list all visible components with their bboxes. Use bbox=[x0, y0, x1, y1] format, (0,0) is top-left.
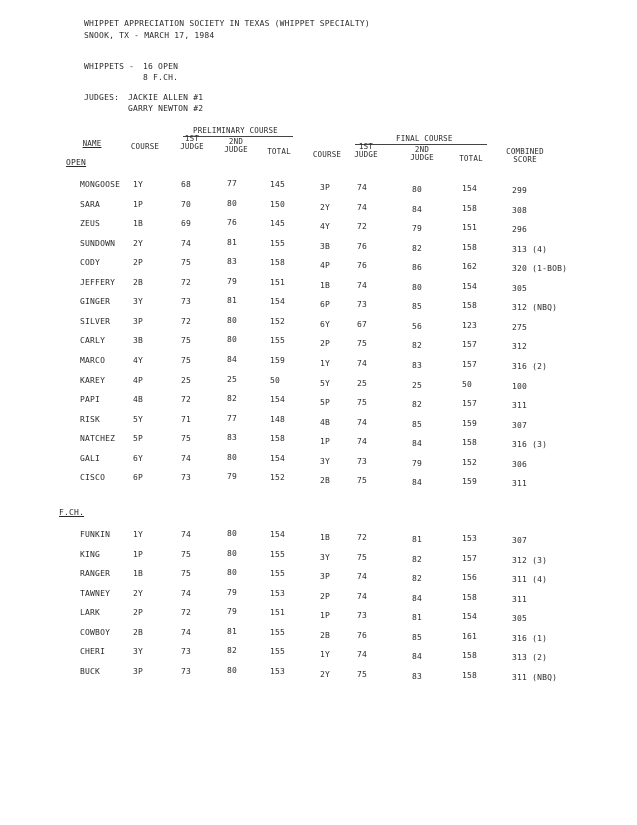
cell-final-judge2: 83 bbox=[412, 360, 423, 370]
cell-prelim-judge2: 80 bbox=[227, 335, 238, 345]
col-prelim-judge2 bbox=[221, 138, 251, 154]
cell-final-judge1: 74 bbox=[357, 280, 368, 290]
cell-prelim-judge1: 73 bbox=[181, 647, 192, 657]
cell-prelim-judge2: 25 bbox=[227, 374, 238, 384]
judges-label: JUDGES: bbox=[84, 93, 120, 102]
cell-prelim-judge2: 77 bbox=[227, 179, 238, 188]
col-final-judge2-line2: JUDGE bbox=[410, 153, 434, 162]
cell-final-course: 2Y bbox=[320, 669, 331, 679]
cell-final-judge2: 82 bbox=[412, 341, 423, 351]
cell-combined-score: 311 bbox=[512, 479, 528, 489]
cell-combined-score: 305 bbox=[512, 614, 528, 624]
cell-prelim-judge2: 81 bbox=[227, 237, 238, 247]
cell-final-total: 156 bbox=[462, 573, 478, 583]
cell-combined-score: 311 bbox=[512, 594, 528, 604]
cell-prelim-total: 158 bbox=[270, 258, 286, 268]
cell-prelim-course: 1Y bbox=[133, 530, 144, 539]
cell-prelim-total: 152 bbox=[270, 473, 286, 483]
cell-prelim-total: 152 bbox=[270, 316, 286, 326]
cell-final-judge1: 73 bbox=[357, 456, 368, 466]
cell-prelim-total: 151 bbox=[270, 277, 286, 287]
cell-prelim-course: 4P bbox=[133, 375, 144, 385]
cell-final-judge2: 79 bbox=[412, 224, 423, 234]
cell-prelim-judge2: 79 bbox=[227, 607, 238, 617]
cell-prelim-judge1: 74 bbox=[181, 588, 192, 598]
cell-combined-score: 307 bbox=[512, 420, 528, 430]
cell-final-judge2: 80 bbox=[412, 282, 423, 292]
cell-final-judge1: 67 bbox=[357, 319, 368, 329]
cell-final-judge1: 72 bbox=[357, 533, 368, 542]
cell-name: CODY bbox=[80, 258, 101, 268]
cell-final-total: 157 bbox=[462, 399, 478, 409]
cell-final-course: 1P bbox=[320, 437, 331, 447]
cell-prelim-judge2: 83 bbox=[227, 433, 238, 443]
cell-name: CARLY bbox=[80, 336, 106, 346]
cell-final-total: 158 bbox=[462, 670, 478, 680]
cell-prelim-judge1: 75 bbox=[181, 569, 192, 579]
cell-name: LARK bbox=[80, 608, 101, 618]
cell-prelim-course: 6P bbox=[133, 473, 144, 483]
cell-final-total: 159 bbox=[462, 477, 478, 487]
cell-prelim-judge1: 74 bbox=[181, 238, 192, 248]
col-final-total: TOTAL bbox=[459, 154, 483, 163]
cell-final-course: 2B bbox=[320, 630, 331, 640]
col-name: NAME bbox=[82, 139, 102, 148]
cell-prelim-judge2: 80 bbox=[227, 529, 238, 538]
cell-prelim-judge1: 69 bbox=[181, 219, 192, 229]
cell-prelim-total: 150 bbox=[270, 199, 286, 209]
cell-final-judge1: 75 bbox=[357, 476, 368, 486]
cell-final-total: 158 bbox=[462, 242, 478, 252]
cell-final-course: 5Y bbox=[320, 378, 331, 388]
cell-final-total: 154 bbox=[462, 281, 478, 291]
cell-combined-score: 316 (1) bbox=[512, 633, 548, 643]
cell-final-judge2: 82 bbox=[412, 243, 423, 253]
cell-prelim-course: 2Y bbox=[133, 588, 144, 598]
cell-combined-score: 312 bbox=[512, 342, 528, 352]
cell-final-total: 151 bbox=[462, 223, 478, 233]
cell-prelim-course: 1P bbox=[133, 549, 144, 559]
cell-combined-score: 311 (4) bbox=[512, 575, 548, 585]
cell-final-course: 1B bbox=[320, 533, 331, 542]
cell-name: ZEUS bbox=[80, 219, 101, 229]
cell-final-judge2: 79 bbox=[412, 458, 423, 468]
cell-combined-score: 296 bbox=[512, 225, 528, 235]
cell-final-total: 157 bbox=[462, 340, 478, 350]
cell-final-judge1: 74 bbox=[357, 572, 368, 582]
cell-prelim-judge2: 80 bbox=[227, 198, 238, 208]
cell-final-judge1: 75 bbox=[357, 398, 368, 408]
cell-final-judge2: 80 bbox=[412, 185, 423, 194]
final-course-heading: FINAL COURSE bbox=[396, 134, 453, 143]
cell-prelim-judge2: 80 bbox=[227, 548, 238, 558]
cell-name: SUNDOWN bbox=[80, 238, 116, 248]
cell-final-judge1: 74 bbox=[357, 437, 368, 447]
cell-name: FUNKIN bbox=[80, 530, 111, 539]
cell-combined-score: 308 bbox=[512, 205, 528, 215]
cell-prelim-course: 2B bbox=[133, 277, 144, 287]
judge-1: JACKIE ALLEN #1 bbox=[128, 93, 204, 102]
cell-final-judge1: 74 bbox=[357, 650, 368, 660]
col-prelim-judge1-line1: 1ST bbox=[184, 134, 200, 143]
entries-open: 16 OPEN bbox=[143, 62, 179, 71]
cell-name: GALI bbox=[80, 453, 101, 463]
col-prelim-total: TOTAL bbox=[267, 147, 291, 156]
cell-prelim-judge2: 77 bbox=[227, 413, 238, 423]
cell-prelim-judge1: 71 bbox=[181, 414, 192, 424]
cell-prelim-total: 154 bbox=[270, 453, 286, 463]
cell-prelim-judge1: 75 bbox=[181, 434, 192, 444]
cell-prelim-judge1: 75 bbox=[181, 549, 192, 559]
col-prelim-judge1-line2: JUDGE bbox=[180, 142, 204, 151]
cell-final-total: 159 bbox=[462, 418, 478, 428]
cell-final-judge2: 84 bbox=[412, 439, 423, 449]
cell-prelim-course: 3Y bbox=[133, 647, 144, 657]
cell-prelim-judge2: 80 bbox=[227, 665, 238, 675]
cell-prelim-course: 4B bbox=[133, 395, 144, 405]
cell-name: COWBOY bbox=[80, 627, 111, 637]
cell-prelim-judge2: 84 bbox=[227, 354, 238, 364]
cell-final-judge1: 73 bbox=[357, 300, 368, 310]
cell-prelim-total: 155 bbox=[270, 336, 286, 346]
col-final-course: COURSE bbox=[312, 150, 342, 159]
cell-final-course: 2Y bbox=[320, 202, 331, 212]
cell-prelim-judge2: 80 bbox=[227, 452, 238, 462]
cell-combined-score: 307 bbox=[512, 536, 528, 545]
cell-final-judge1: 76 bbox=[357, 241, 368, 251]
cell-final-course: 4B bbox=[320, 417, 331, 427]
cell-final-total: 158 bbox=[462, 592, 478, 602]
col-prelim-judge2-line1: 2ND bbox=[228, 137, 244, 146]
cell-prelim-course: 2Y bbox=[133, 238, 144, 248]
cell-prelim-judge1: 72 bbox=[181, 395, 192, 405]
cell-prelim-judge1: 74 bbox=[181, 453, 192, 463]
cell-final-judge2: 85 bbox=[412, 419, 423, 429]
cell-prelim-judge2: 82 bbox=[227, 646, 238, 656]
cell-combined-score: 313 (4) bbox=[512, 244, 548, 254]
cell-final-course: 3P bbox=[320, 183, 331, 192]
cell-final-course: 1P bbox=[320, 611, 331, 621]
cell-prelim-judge2: 81 bbox=[227, 626, 238, 636]
cell-name: CHERI bbox=[80, 647, 106, 657]
cell-name: KAREY bbox=[80, 375, 106, 385]
cell-final-course: 2B bbox=[320, 476, 331, 486]
cell-final-total: 162 bbox=[462, 262, 478, 272]
cell-prelim-judge2: 81 bbox=[227, 296, 238, 306]
cell-final-total: 154 bbox=[462, 612, 478, 622]
cell-prelim-total: 158 bbox=[270, 434, 286, 444]
cell-prelim-judge1: 25 bbox=[181, 375, 192, 385]
cell-final-course: 4Y bbox=[320, 222, 331, 232]
cell-prelim-total: 154 bbox=[270, 530, 286, 539]
preliminary-course-heading: PRELIMINARY COURSE bbox=[193, 126, 278, 135]
col-prelim-judge2-line2: JUDGE bbox=[224, 145, 248, 154]
cell-prelim-judge1: 75 bbox=[181, 336, 192, 346]
cell-final-course: 4P bbox=[320, 261, 331, 271]
cell-prelim-judge2: 79 bbox=[227, 276, 238, 286]
cell-final-total: 161 bbox=[462, 631, 478, 641]
cell-prelim-course: 5P bbox=[133, 434, 144, 444]
cell-final-judge1: 74 bbox=[357, 358, 368, 368]
cell-final-course: 1Y bbox=[320, 358, 331, 368]
cell-final-total: 158 bbox=[462, 651, 478, 661]
cell-prelim-judge1: 74 bbox=[181, 530, 192, 539]
cell-final-course: 6Y bbox=[320, 319, 331, 329]
cell-prelim-total: 155 bbox=[270, 549, 286, 559]
cell-prelim-course: 2B bbox=[133, 627, 144, 637]
cell-prelim-course: 1B bbox=[133, 569, 144, 579]
cell-final-judge1: 72 bbox=[357, 222, 368, 232]
col-final-judge1-line1: 1ST bbox=[358, 142, 374, 151]
cell-prelim-total: 154 bbox=[270, 297, 286, 307]
cell-final-course: 1B bbox=[320, 280, 331, 290]
cell-final-judge1: 75 bbox=[357, 339, 368, 349]
cell-prelim-judge1: 72 bbox=[181, 277, 192, 287]
cell-final-judge2: 83 bbox=[412, 671, 423, 681]
cell-prelim-total: 155 bbox=[270, 627, 286, 637]
cell-prelim-judge1: 74 bbox=[181, 627, 192, 637]
cell-name: RANGER bbox=[80, 569, 111, 579]
section-label: OPEN bbox=[66, 158, 87, 167]
cell-name: MARCO bbox=[80, 355, 106, 365]
cell-prelim-judge2: 80 bbox=[227, 315, 238, 325]
section-label: F.CH. bbox=[59, 508, 85, 517]
cell-combined-score: 275 bbox=[512, 322, 528, 332]
cell-combined-score: 320 (1-BOB) bbox=[512, 264, 568, 274]
cell-prelim-total: 151 bbox=[270, 608, 286, 618]
cell-name: TAWNEY bbox=[80, 588, 111, 598]
cell-prelim-total: 155 bbox=[270, 238, 286, 248]
cell-name: SARA bbox=[80, 199, 101, 209]
cell-final-judge2: 82 bbox=[412, 574, 423, 584]
cell-prelim-total: 153 bbox=[270, 588, 286, 598]
cell-final-judge2: 25 bbox=[412, 380, 423, 390]
cell-final-judge2: 81 bbox=[412, 613, 423, 623]
cell-final-judge2: 84 bbox=[412, 478, 423, 488]
cell-prelim-judge2: 82 bbox=[227, 394, 238, 404]
cell-final-judge1: 73 bbox=[357, 611, 368, 621]
cell-prelim-course: 1P bbox=[133, 199, 144, 209]
cell-prelim-course: 5Y bbox=[133, 414, 144, 424]
cell-final-judge1: 74 bbox=[357, 591, 368, 601]
cell-final-total: 158 bbox=[462, 203, 478, 213]
cell-prelim-course: 6Y bbox=[133, 453, 144, 463]
col-combined-line2: SCORE bbox=[513, 155, 537, 164]
cell-final-judge2: 84 bbox=[412, 204, 423, 214]
cell-name: BUCK bbox=[80, 666, 101, 676]
cell-final-course: 2P bbox=[320, 591, 331, 601]
cell-prelim-judge2: 80 bbox=[227, 568, 238, 578]
cell-prelim-judge1: 68 bbox=[181, 180, 192, 189]
cell-name: CISCO bbox=[80, 473, 106, 483]
cell-prelim-judge1: 70 bbox=[181, 199, 192, 209]
col-combined-score bbox=[500, 148, 550, 164]
col-final-judge2-line1: 2ND bbox=[414, 145, 430, 154]
cell-final-course: 3B bbox=[320, 241, 331, 251]
cell-final-judge2: 82 bbox=[412, 554, 423, 564]
cell-final-judge1: 75 bbox=[357, 669, 368, 679]
cell-final-judge2: 86 bbox=[412, 263, 423, 273]
cell-name: JEFFERY bbox=[80, 277, 116, 287]
cell-prelim-total: 50 bbox=[270, 375, 281, 385]
cell-final-judge1: 76 bbox=[357, 261, 368, 271]
cell-prelim-course: 1Y bbox=[133, 180, 144, 189]
event-title: WHIPPET APPRECIATION SOCIETY IN TEXAS (WHIPPET SPECIALTY) bbox=[84, 19, 370, 28]
cell-final-judge2: 81 bbox=[412, 535, 423, 544]
cell-combined-score: 312 (3) bbox=[512, 555, 548, 565]
cell-prelim-course: 1B bbox=[133, 219, 144, 229]
cell-prelim-total: 159 bbox=[270, 355, 286, 365]
cell-combined-score: 316 (2) bbox=[512, 361, 548, 371]
cell-combined-score: 311 (NBQ) bbox=[512, 672, 558, 682]
cell-final-total: 154 bbox=[462, 184, 478, 193]
cell-name: SILVER bbox=[80, 316, 111, 326]
cell-prelim-judge1: 75 bbox=[181, 355, 192, 365]
cell-final-total: 152 bbox=[462, 457, 478, 467]
cell-final-judge2: 56 bbox=[412, 321, 423, 331]
col-prelim-judge1 bbox=[178, 135, 206, 151]
cell-name: RISK bbox=[80, 414, 101, 424]
cell-final-total: 153 bbox=[462, 534, 478, 543]
cell-prelim-total: 154 bbox=[270, 395, 286, 405]
cell-prelim-judge2: 83 bbox=[227, 257, 238, 267]
cell-final-judge1: 74 bbox=[357, 183, 368, 192]
entries-fch: 8 F.CH. bbox=[143, 73, 179, 82]
cell-prelim-course: 3Y bbox=[133, 297, 144, 307]
cell-prelim-total: 155 bbox=[270, 647, 286, 657]
col-final-judge2 bbox=[406, 146, 438, 162]
cell-final-total: 157 bbox=[462, 359, 478, 369]
cell-final-judge2: 85 bbox=[412, 632, 423, 642]
cell-prelim-total: 145 bbox=[270, 180, 286, 189]
cell-final-course: 1Y bbox=[320, 650, 331, 660]
cell-prelim-course: 3P bbox=[133, 316, 144, 326]
cell-combined-score: 316 (3) bbox=[512, 440, 548, 450]
col-final-judge1 bbox=[352, 143, 380, 159]
judge-2: GARRY NEWTON #2 bbox=[128, 104, 204, 113]
cell-name: KING bbox=[80, 549, 101, 559]
cell-prelim-course: 3P bbox=[133, 666, 144, 676]
cell-prelim-course: 2P bbox=[133, 258, 144, 268]
cell-name: MONGOOSE bbox=[80, 180, 121, 189]
cell-prelim-judge1: 73 bbox=[181, 297, 192, 307]
cell-prelim-judge1: 72 bbox=[181, 316, 192, 326]
cell-name: GINGER bbox=[80, 297, 111, 307]
cell-final-judge2: 84 bbox=[412, 593, 423, 603]
cell-combined-score: 100 bbox=[512, 381, 528, 391]
cell-final-total: 158 bbox=[462, 438, 478, 448]
cell-prelim-judge1: 73 bbox=[181, 473, 192, 483]
cell-combined-score: 312 (NBQ) bbox=[512, 303, 558, 313]
cell-prelim-judge2: 76 bbox=[227, 218, 238, 228]
cell-final-total: 157 bbox=[462, 553, 478, 563]
cell-final-judge1: 76 bbox=[357, 630, 368, 640]
cell-prelim-judge1: 72 bbox=[181, 608, 192, 618]
cell-final-judge1: 75 bbox=[357, 552, 368, 562]
cell-prelim-total: 148 bbox=[270, 414, 286, 424]
event-location-date: SNOOK, TX - MARCH 17, 1984 bbox=[84, 31, 215, 40]
cell-name: PAPI bbox=[80, 395, 101, 405]
cell-final-total: 158 bbox=[462, 301, 478, 311]
cell-final-course: 3P bbox=[320, 572, 331, 582]
cell-prelim-judge1: 73 bbox=[181, 666, 192, 676]
cell-final-course: 5P bbox=[320, 398, 331, 408]
cell-final-course: 2P bbox=[320, 339, 331, 349]
cell-prelim-total: 145 bbox=[270, 219, 286, 229]
cell-final-judge2: 85 bbox=[412, 302, 423, 312]
cell-final-total: 50 bbox=[462, 379, 473, 389]
cell-prelim-judge2: 79 bbox=[227, 587, 238, 597]
cell-combined-score: 311 bbox=[512, 401, 528, 411]
cell-combined-score: 299 bbox=[512, 186, 528, 195]
cell-final-judge1: 74 bbox=[357, 202, 368, 212]
cell-final-total: 123 bbox=[462, 320, 478, 330]
cell-prelim-total: 155 bbox=[270, 569, 286, 579]
cell-final-judge1: 74 bbox=[357, 417, 368, 427]
cell-final-judge1: 25 bbox=[357, 378, 368, 388]
entries-label: WHIPPETS - bbox=[84, 62, 135, 71]
cell-final-judge2: 84 bbox=[412, 652, 423, 662]
cell-prelim-course: 4Y bbox=[133, 355, 144, 365]
col-final-judge1-line2: JUDGE bbox=[354, 150, 378, 159]
cell-final-course: 6P bbox=[320, 300, 331, 310]
cell-combined-score: 305 bbox=[512, 283, 528, 293]
cell-prelim-total: 153 bbox=[270, 666, 286, 676]
cell-prelim-judge1: 75 bbox=[181, 258, 192, 268]
col-combined-line1: COMBINED bbox=[506, 147, 544, 156]
cell-name: NATCHEZ bbox=[80, 434, 116, 444]
cell-combined-score: 313 (2) bbox=[512, 653, 548, 663]
cell-prelim-course: 2P bbox=[133, 608, 144, 618]
cell-prelim-course: 3B bbox=[133, 336, 144, 346]
cell-final-course: 3Y bbox=[320, 456, 331, 466]
cell-prelim-judge2: 79 bbox=[227, 472, 238, 482]
cell-combined-score: 306 bbox=[512, 459, 528, 469]
cell-final-judge2: 82 bbox=[412, 400, 423, 410]
cell-final-course: 3Y bbox=[320, 552, 331, 562]
col-prelim-course: COURSE bbox=[130, 142, 160, 151]
